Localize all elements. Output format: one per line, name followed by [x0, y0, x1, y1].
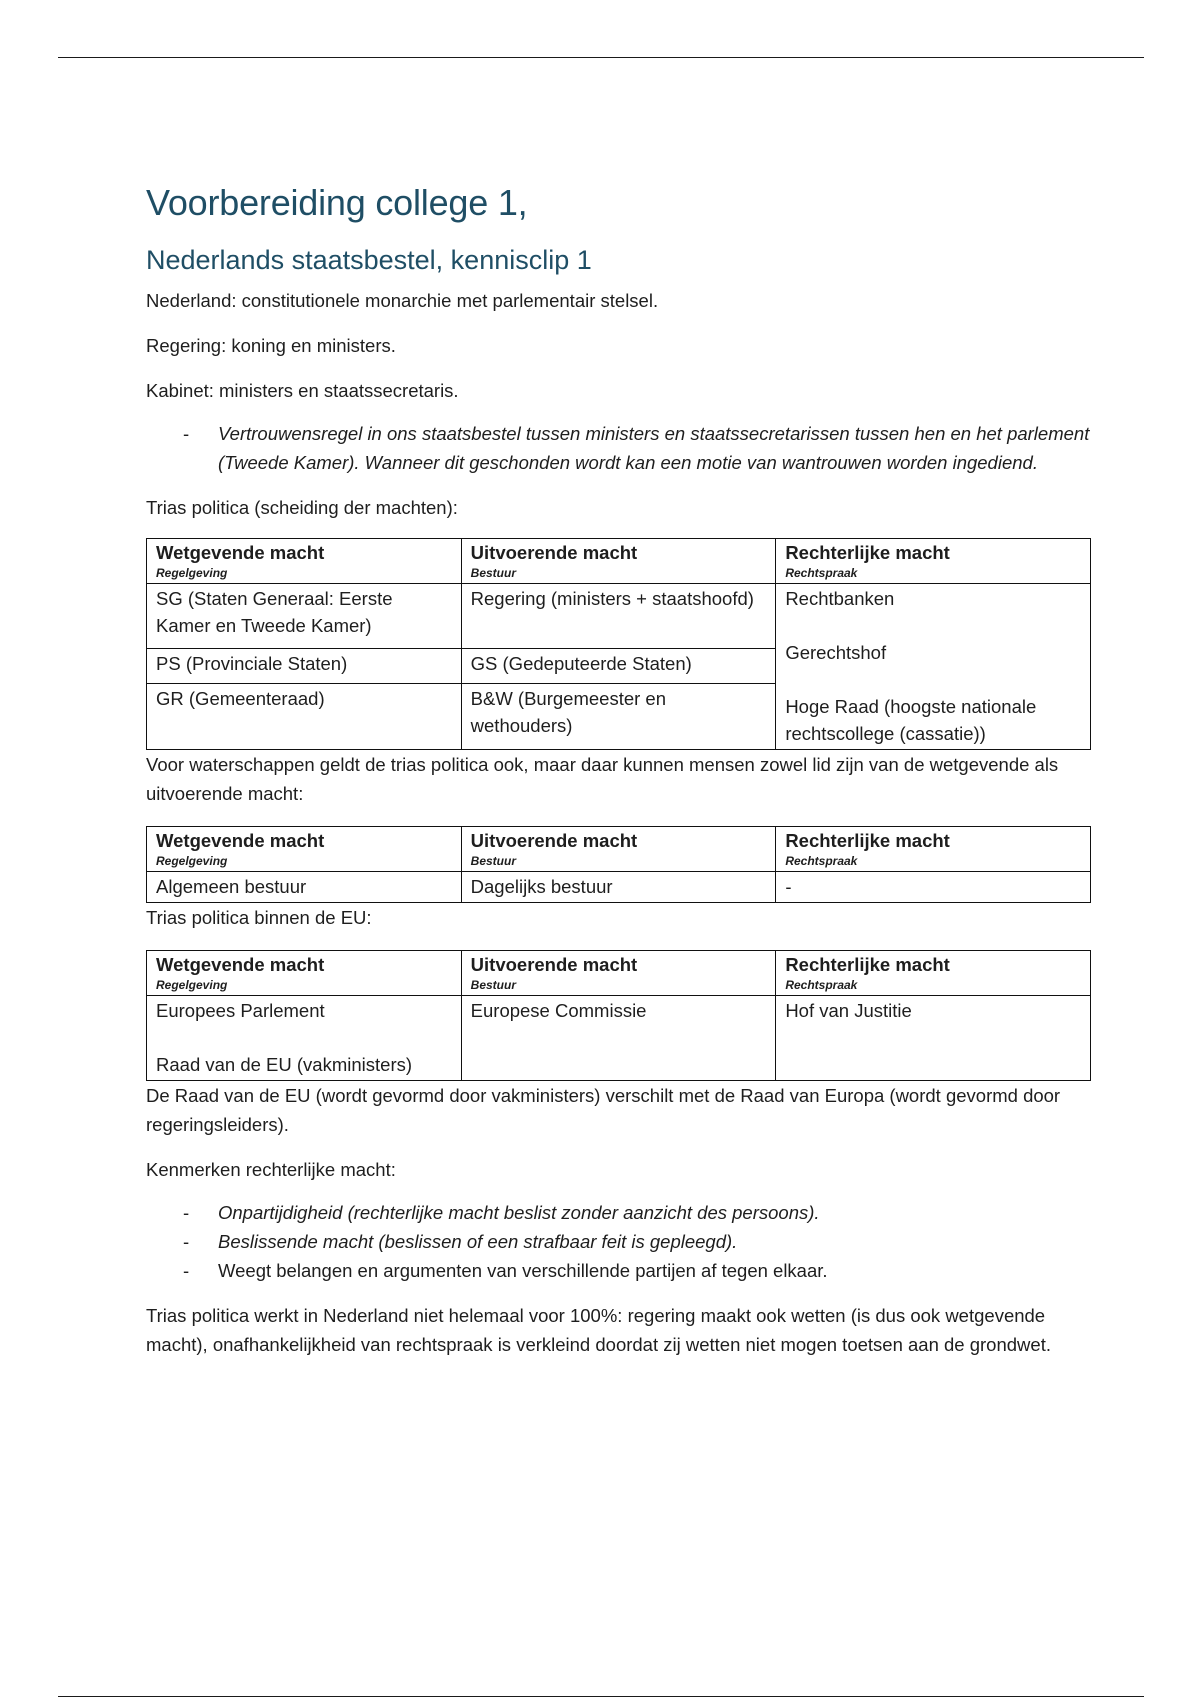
table-cell: Algemeen bestuur	[147, 872, 462, 903]
header-label: Rechterlijke macht	[785, 830, 950, 851]
list-item	[146, 1198, 1091, 1227]
table-cell: PS (Provinciale Staten)	[147, 649, 462, 684]
header-executive	[461, 951, 776, 996]
table-cell: Dagelijks bestuur	[461, 872, 776, 903]
header-sublabel: Bestuur	[470, 854, 516, 868]
header-label: Uitvoerende macht	[470, 542, 638, 563]
paragraph-eu-intro: Trias politica binnen de EU:	[146, 907, 372, 928]
trias-table-eu	[146, 950, 1091, 1081]
table-cell: Europese Commissie	[461, 996, 776, 1081]
header-label: Rechterlijke macht	[785, 542, 950, 563]
dash-marker: -	[183, 1231, 190, 1252]
header-label: Rechterlijke macht	[785, 954, 950, 975]
cell-line: Raad van de EU (vakministers)	[156, 1054, 413, 1075]
table-cell-judicial	[776, 584, 1091, 750]
list-item	[146, 419, 1091, 477]
table-header-row	[147, 539, 1091, 584]
header-label: Uitvoerende macht	[470, 954, 638, 975]
table-row	[147, 996, 1091, 1081]
document-title: Voorbereiding college 1,	[146, 182, 528, 223]
header-sublabel: Rechtspraak	[785, 978, 858, 992]
trias-table-netherlands	[146, 538, 1091, 750]
table-cell: B&W (Burgemeester en wethouders)	[461, 684, 776, 750]
header-sublabel: Bestuur	[470, 566, 516, 580]
bullet-list-vertrouwensregel	[146, 419, 1091, 477]
paragraph-trias-intro: Trias politica (scheiding der machten):	[146, 497, 458, 518]
document-body	[146, 180, 1091, 1359]
list-item-text: Weegt belangen en argumenten van verschillende partijen af tegen elkaar.	[218, 1260, 828, 1281]
dash-marker: -	[183, 1202, 190, 1223]
header-legislative	[147, 951, 462, 996]
table-cell	[147, 996, 462, 1081]
paragraph-kabinet: Kabinet: ministers en staatssecretaris.	[146, 380, 459, 401]
table-cell: Regering (ministers + staatshoofd)	[461, 584, 776, 649]
list-item-text: Vertrouwensregel in ons staatsbestel tussen ministers en staatssecretarissen tussen hen en het parlement (Tweede Kamer). Wanneer dit geschonden wordt kan een motie van wantrouwen worden ingediend.	[218, 423, 1090, 473]
header-sublabel: Regelgeving	[156, 566, 228, 580]
paragraph-conclusie: Trias politica werkt in Nederland niet helemaal voor 100%: regering maakt ook wetten (is dus ook wetgevende macht), onafhankelijkheid van rechtspraak is verkleind doordat zij wetten niet mogen toetsen aan de grondwet.	[146, 1305, 1051, 1355]
bullet-list-kenmerken	[146, 1198, 1091, 1285]
header-judicial	[776, 951, 1091, 996]
list-item	[146, 1256, 1091, 1285]
header-executive	[461, 539, 776, 584]
header-rule	[58, 57, 1144, 58]
table-row	[147, 872, 1091, 903]
paragraph-regering: Regering: koning en ministers.	[146, 335, 396, 356]
header-legislative	[147, 539, 462, 584]
paragraph-nederland: Nederland: constitutionele monarchie met parlementair stelsel.	[146, 290, 659, 311]
dash-marker: -	[183, 1260, 190, 1281]
list-item	[146, 1227, 1091, 1256]
paragraph-waterschappen: Voor waterschappen geldt de trias politica ook, maar daar kunnen mensen zowel lid zijn van de wetgevende als uitvoerende macht:	[146, 754, 1059, 804]
table-header-row	[147, 951, 1091, 996]
footer-rule	[58, 1696, 1144, 1697]
header-sublabel: Rechtspraak	[785, 566, 858, 580]
table-cell: Hof van Justitie	[776, 996, 1091, 1081]
header-label: Uitvoerende macht	[470, 830, 638, 851]
section-heading: Nederlands staatsbestel, kennisclip 1	[146, 245, 592, 275]
table-cell: -	[776, 872, 1091, 903]
header-judicial	[776, 827, 1091, 872]
list-item-text: Onpartijdigheid (rechterlijke macht beslist zonder aanzicht des persoons).	[218, 1202, 820, 1223]
header-sublabel: Rechtspraak	[785, 854, 858, 868]
header-label: Wetgevende macht	[156, 830, 325, 851]
paragraph-raad-eu: De Raad van de EU (wordt gevormd door vakministers) verschilt met de Raad van Europa (wordt gevormd door regeringsleiders).	[146, 1085, 1061, 1135]
header-label: Wetgevende macht	[156, 954, 325, 975]
judicial-item: Rechtbanken	[785, 588, 895, 609]
table-row	[147, 584, 1091, 649]
dash-marker: -	[183, 423, 190, 444]
table-cell: SG (Staten Generaal: Eerste Kamer en Tweede Kamer)	[147, 584, 462, 649]
judicial-item: Gerechtshof	[785, 642, 887, 663]
cell-line: Europees Parlement	[156, 1000, 325, 1021]
header-legislative	[147, 827, 462, 872]
judicial-item: Hoge Raad (hoogste nationale rechtscollege (cassatie))	[785, 696, 1037, 744]
header-sublabel: Regelgeving	[156, 854, 228, 868]
paragraph-kenmerken: Kenmerken rechterlijke macht:	[146, 1159, 396, 1180]
header-sublabel: Bestuur	[470, 978, 516, 992]
list-item-text: Beslissende macht (beslissen of een strafbaar feit is gepleegd).	[218, 1231, 738, 1252]
table-cell: GS (Gedeputeerde Staten)	[461, 649, 776, 684]
header-sublabel: Regelgeving	[156, 978, 228, 992]
trias-table-waterschappen	[146, 826, 1091, 903]
header-executive	[461, 827, 776, 872]
header-judicial	[776, 539, 1091, 584]
table-cell: GR (Gemeenteraad)	[147, 684, 462, 750]
table-header-row	[147, 827, 1091, 872]
header-label: Wetgevende macht	[156, 542, 325, 563]
